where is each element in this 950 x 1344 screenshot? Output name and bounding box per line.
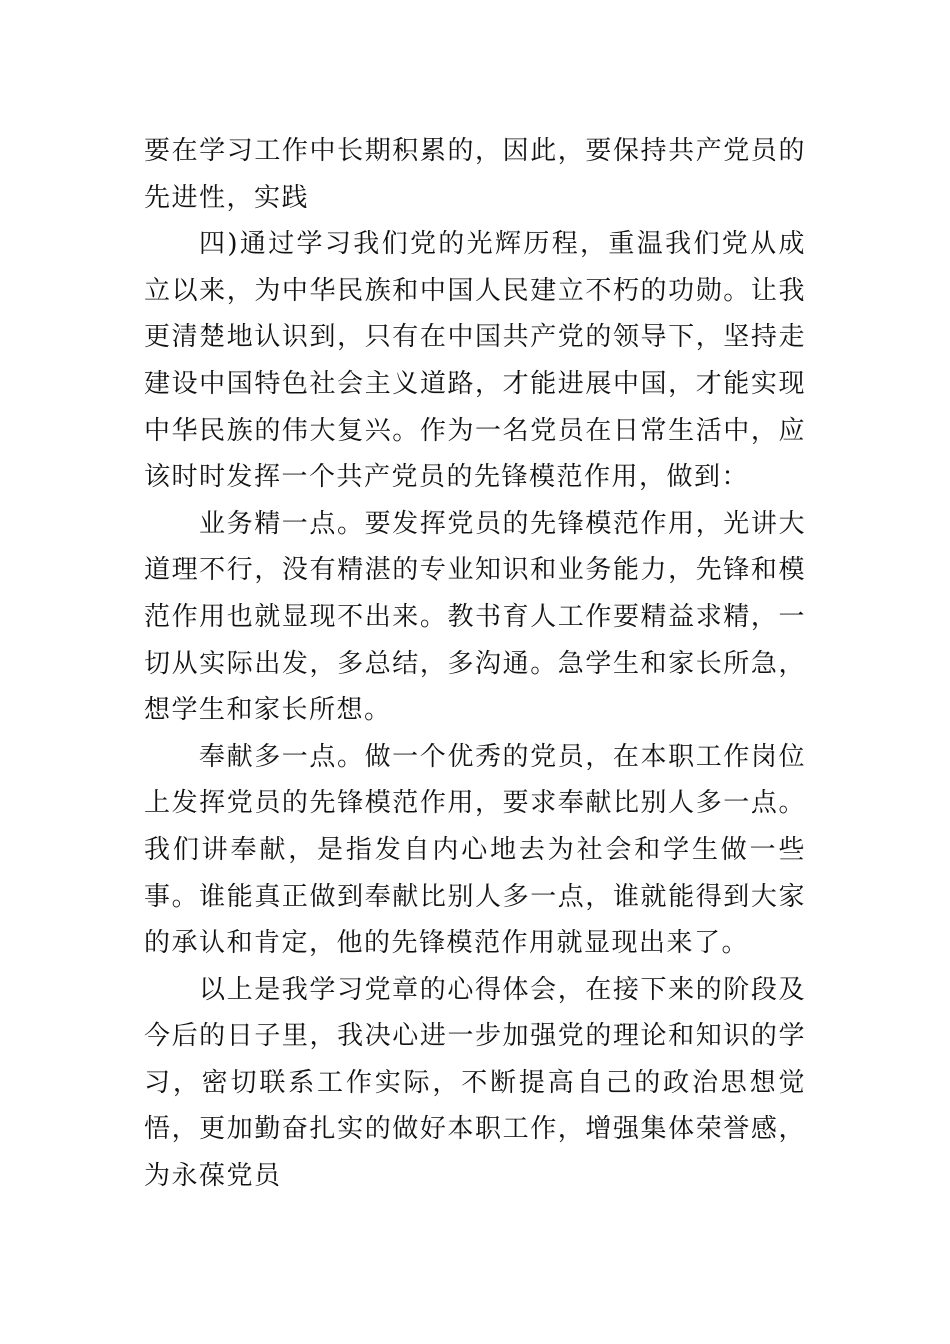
paragraph-3: 业务精一点。要发挥党员的先锋模范作用，光讲大道理不行，没有精湛的专业知识和业务能力，先锋和模范作用也就显现不出来。教书育人工作要精益求精，一切从实际出发，多总结，多沟通。急学生和家长所急，想学生和家长所想。 (144, 508, 806, 726)
paragraph-4: 奉献多一点。做一个优秀的党员，在本职工作岗位上发挥党员的先锋模范作用，要求奉献比别人多一点。我们讲奉献，是指发自内心地去为社会和学生做一些事。谁能真正做到奉献比别人多一点，谁就能得到大家的承认和肯定，他的先锋模范作用就显现出来了。 (144, 741, 806, 959)
paragraph-5: 以上是我学习党章的心得体会，在接下来的阶段及今后的日子里，我决心进一步加强党的理论和知识的学习，密切联系工作实际，不断提高自己的政治思想觉悟，更加勤奋扎实的做好本职工作，增强集体荣誉感，为永葆党员 (144, 974, 806, 1192)
paragraph-2: 四)通过学习我们党的光辉历程，重温我们党从成立以来，为中华民族和中国人民建立不朽的功勋。让我更清楚地认识到，只有在中国共产党的领导下，坚持走建设中国特色社会主义道路，才能进展中国，才能实现中华民族的伟大复兴。作为一名党员在日常生活中，应该时时发挥一个共产党员的先锋模范作用，做到： (144, 229, 806, 493)
document-body (144, 128, 806, 1200)
paragraph-1: 要在学习工作中长期积累的，因此，要保持共产党员的先进性，实践 (144, 136, 806, 213)
